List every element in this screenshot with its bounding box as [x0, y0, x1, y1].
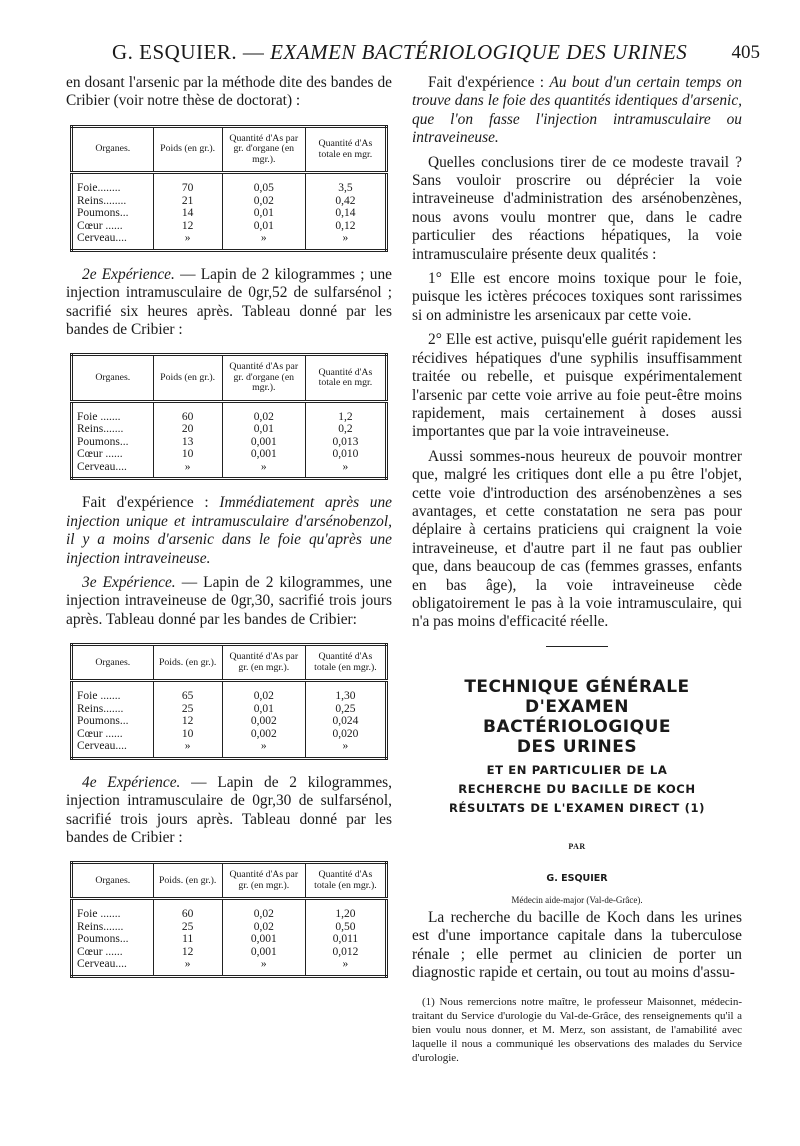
experiment-2-label: 2e Expérience. [82, 265, 175, 283]
col-header-qte-totale: Quantité d'As totale (en mgr.). [305, 863, 386, 899]
cell-as-per-gram: » [222, 958, 305, 976]
experiment-2-paragraph [66, 266, 392, 340]
col-header-qte-totale: Quantité d'As totale en mgr. [305, 355, 386, 402]
cell-as-total: » [342, 958, 349, 971]
cell-weight: 60 [153, 899, 222, 921]
header-author: G. ESQUIER. [112, 40, 238, 64]
cell-as-per-gram: 0,01 [222, 703, 305, 716]
cell-organ: Poumons... [72, 715, 154, 728]
section-subtitle-line: ET EN PARTICULIER DE LA [486, 762, 668, 777]
table-row [72, 703, 387, 716]
cell-organ: Reins........ [72, 195, 154, 208]
table-row [72, 946, 387, 959]
cell-as-total: 0,024 [332, 715, 359, 728]
cell-weight: 60 [153, 401, 222, 423]
experiment-3-paragraph [66, 574, 392, 629]
cell-weight: » [153, 232, 222, 250]
header-article-title: EXAMEN BACTÉRIOLOGIQUE DES URINES [270, 40, 688, 64]
cell-weight: 12 [153, 715, 222, 728]
closing-paragraph: Aussi sommes-nous heureux de pouvoir montrer que, malgré les critiques dont elle a pu être l'objet, cette voie d'introduction des arsénobenzènes a ses avantages, et cette constatation ne sera pas pour déplaire à certains praticiens qui craignent la voie intraveineuse, et d'autre part il ne faut pas oublier que, dans beaucoup de cas (femmes grasses, enfants en bas âge), la voie intraveineuse cède obligatoirement le pas à la voie intramusculaire, qui n'a pas moins d'efficacité réelle. [412, 447, 742, 631]
cell-as-total: » [342, 460, 349, 473]
fait-experience-left [66, 494, 392, 568]
cell-as-total: 0,012 [332, 945, 359, 958]
experiment-3-label: 3e Expérience. [82, 574, 176, 592]
cell-as-per-gram: 0,05 [222, 173, 305, 195]
cell-as-per-gram: 0,002 [222, 728, 305, 741]
cell-organ: Cœur ...... [72, 946, 154, 959]
byline-par: PAR [568, 841, 586, 851]
table-experiment-4 [70, 861, 388, 978]
col-header-qte-par-gr: Quantité d'As par gr. (en mgr.). [222, 645, 305, 681]
col-header-qte-par-gr: Quantité d'As par gr. d'organe (en mgr.). [222, 355, 305, 402]
right-column [412, 74, 742, 1065]
col-header-qte-totale: Quantité d'As totale en mgr. [305, 126, 386, 173]
table-row [72, 423, 387, 436]
col-header-qte-totale: Quantité d'As totale (en mgr.). [305, 645, 386, 681]
cell-as-per-gram: 0,01 [222, 220, 305, 233]
cell-organ: Cerveau.... [72, 740, 154, 758]
col-header-organes: Organes. [72, 645, 154, 681]
cell-as-per-gram: 0,001 [222, 946, 305, 959]
cell-weight: 12 [153, 220, 222, 233]
cell-weight: 20 [153, 423, 222, 436]
cell-as-per-gram: 0,02 [222, 899, 305, 921]
cell-as-per-gram: 0,001 [222, 448, 305, 461]
section-title-line: D'EXAMEN [525, 696, 629, 717]
fait-label: Fait d'expérience : [82, 494, 220, 512]
cell-as-per-gram: » [222, 740, 305, 758]
point-2-paragraph: 2° Elle est active, puisqu'elle guérit rapidement les récidives hépatiques d'une syphilis insuffisamment traitée ou rebelle, et puisque expérimentalement l'arsenic par cette voie arrive au foie peut-être moins rapidement, mais certainement à doses aussi importantes que par la voie intraveineuse. [412, 331, 742, 441]
section-subtitle [412, 761, 742, 818]
table-row [72, 933, 387, 946]
cell-as-total: 0,12 [335, 219, 356, 232]
table-row [72, 220, 387, 233]
table-row [72, 436, 387, 449]
article-intro-paragraph: La recherche du bacille de Koch dans les urines est d'une importance capitale dans la tuberculose rénale ; elle permet au clinicien de porter un diagnostic rapide et certain, ou tout au moins d'assu- [412, 909, 742, 982]
cell-as-per-gram: 0,02 [222, 195, 305, 208]
cell-organ: Cœur ...... [72, 728, 154, 741]
table-experiment-1 [70, 125, 388, 252]
cell-as-total: » [342, 232, 349, 245]
cell-as-per-gram: 0,02 [222, 921, 305, 934]
cell-as-total: 0,25 [335, 702, 356, 715]
cell-weight: » [153, 740, 222, 758]
table-row [72, 195, 387, 208]
section-title-line: BACTÉRIOLOGIQUE [483, 716, 671, 737]
section-title [412, 677, 742, 757]
cell-as-total: 1,2 [338, 410, 353, 423]
cell-weight: 25 [153, 703, 222, 716]
cell-organ: Foie........ [72, 173, 154, 195]
cell-weight: 10 [153, 448, 222, 461]
col-header-organes: Organes. [72, 355, 154, 402]
section-subtitle-line: RECHERCHE DU BACILLE DE KOCH [458, 781, 696, 796]
cell-weight: 12 [153, 946, 222, 959]
article-author: G. ESQUIER [546, 873, 608, 885]
experiment-4-text: — Lapin de 2 kilogrammes, injection intramusculaire de 0gr,30 de sulfarsénol, sacrifié trois jours après. Tableau donné par les bandes de Cribier : [66, 773, 392, 846]
cell-organ: Cœur ...... [72, 448, 154, 461]
cell-weight: » [153, 958, 222, 976]
left-column [66, 74, 392, 992]
cell-weight: 11 [153, 933, 222, 946]
table-row [72, 715, 387, 728]
point-1-paragraph: 1° Elle est encore moins toxique pour le foie, puisque les ictères précoces toxiques sont rarissimes si on administre les arsenicaux par cette voie. [412, 270, 742, 324]
table-row [72, 232, 387, 250]
col-header-poids: Poids. (en gr.). [153, 645, 222, 681]
cell-as-total: 0,42 [335, 194, 356, 207]
cell-organ: Cerveau.... [72, 232, 154, 250]
cell-as-total: 3,5 [338, 182, 353, 195]
table-row [72, 401, 387, 423]
cell-as-total: » [342, 740, 349, 753]
table-row [72, 207, 387, 220]
cell-as-per-gram: 0,01 [222, 423, 305, 436]
cell-weight: 10 [153, 728, 222, 741]
cell-as-total: 0,010 [332, 448, 359, 461]
col-header-poids: Poids (en gr.). [153, 126, 222, 173]
cell-as-total: 0,011 [332, 933, 359, 946]
col-header-organes: Organes. [72, 126, 154, 173]
cell-as-per-gram: » [222, 461, 305, 479]
experiment-4-label: 4e Expérience. [82, 773, 181, 791]
experiment-2-text: — Lapin de 2 kilogrammes ; une injection intramusculaire de 0gr,52 de sulfarsénol ; sacrifié six heures après. Tableau donné par les bandes de Cribier : [66, 265, 392, 339]
cell-as-per-gram: 0,002 [222, 715, 305, 728]
table-row [72, 461, 387, 479]
table-row [72, 728, 387, 741]
cell-organ: Poumons... [72, 436, 154, 449]
experiment-3-text: — Lapin de 2 kilogrammes, une injection intraveineuse de 0gr,30, sacrifié trois jours après. Tableau donné par les bandes de Cribier: [66, 574, 392, 628]
running-header [60, 40, 760, 68]
col-header-poids: Poids. (en gr.). [153, 863, 222, 899]
fait-label: Fait d'expérience : [428, 74, 550, 91]
cell-weight: 25 [153, 921, 222, 934]
table-row [72, 448, 387, 461]
fait-text: Au bout d'un certain temps on trouve dans le foie des quantités identiques d'arsenic, que l'on fasse l'injection intramusculaire ou intraveineuse. [412, 74, 743, 147]
table-row [72, 921, 387, 934]
experiment-4-paragraph [66, 774, 392, 848]
table-row [72, 681, 387, 703]
col-header-poids: Poids (en gr.). [153, 355, 222, 402]
header-title [112, 40, 687, 65]
section-title-line: TECHNIQUE GÉNÉRALE [464, 676, 690, 697]
left-opening-paragraph: en dosant l'arsenic par la méthode dite des bandes de Cribier (voir notre thèse de doctorat) : [66, 74, 392, 110]
cell-weight: 65 [153, 681, 222, 703]
section-divider [546, 646, 608, 647]
cell-weight: 13 [153, 436, 222, 449]
cell-organ: Reins....... [72, 423, 154, 436]
cell-as-total: 0,020 [332, 727, 359, 740]
table-row [72, 173, 387, 195]
section-subtitle-line: RÉSULTATS DE L'EXAMEN DIRECT (1) [448, 800, 706, 815]
cell-as-total: 0,50 [335, 920, 356, 933]
cell-organ: Cœur ...... [72, 220, 154, 233]
cell-weight: 70 [153, 173, 222, 195]
header-dash: — [237, 40, 271, 64]
cell-organ: Poumons... [72, 207, 154, 220]
cell-weight: 14 [153, 207, 222, 220]
cell-weight: 21 [153, 195, 222, 208]
table-experiment-3 [70, 643, 388, 760]
table-row [72, 740, 387, 758]
cell-organ: Cerveau.... [72, 461, 154, 479]
cell-organ: Foie ....... [72, 401, 154, 423]
cell-as-per-gram: » [222, 232, 305, 250]
fait-text: Immédiatement après une injection unique et intramusculaire d'arsénobenzol, il y a moins d'arsenic dans le foie qu'après une injection intraveineuse. [66, 494, 393, 567]
cell-organ: Foie ....... [72, 681, 154, 703]
table-experiment-2 [70, 353, 388, 480]
conclusions-paragraph: Quelles conclusions tirer de ce modeste travail ? Sans vouloir proscrire ou déprécier la voie intraveineuse d'administration des arsénobenzènes, nous avons voulu montrer que, dans le cadre particulier des réactions hépatiques, la voie intramusculaire présente deux qualités : [412, 153, 742, 263]
cell-as-per-gram: 0,001 [222, 436, 305, 449]
cell-as-per-gram: 0,02 [222, 401, 305, 423]
cell-organ: Foie ....... [72, 899, 154, 921]
table-row [72, 958, 387, 976]
cell-organ: Reins....... [72, 921, 154, 934]
fait-experience-right [412, 74, 742, 148]
cell-as-per-gram: 0,001 [222, 933, 305, 946]
cell-as-per-gram: 0,01 [222, 207, 305, 220]
col-header-organes: Organes. [72, 863, 154, 899]
cell-as-total: 0,013 [332, 435, 359, 448]
cell-as-total: 1,30 [335, 690, 356, 703]
cell-as-total: 0,14 [335, 207, 356, 220]
page-number: 405 [731, 42, 760, 63]
col-header-qte-par-gr: Quantité d'As par gr. (en mgr.). [222, 863, 305, 899]
cell-organ: Cerveau.... [72, 958, 154, 976]
cell-organ: Reins....... [72, 703, 154, 716]
col-header-qte-par-gr: Quantité d'As par gr. d'organe (en mgr.). [222, 126, 305, 173]
cell-as-per-gram: 0,02 [222, 681, 305, 703]
footnote: (1) Nous remercions notre maître, le professeur Maisonnet, médecin-traitant du Service d'urologie du Val-de-Grâce, des renseignements qu'il a bien voulu nous donner, et M. Merz, son assistant, de l'amabilité avec laquelle il nous a communiqué les observations des malades du Service d'urologie. [412, 995, 742, 1064]
cell-as-total: 1,20 [335, 908, 356, 921]
author-affiliation: Médecin aide-major (Val-de-Grâce). [511, 894, 643, 905]
section-title-line: DES URINES [516, 736, 638, 757]
cell-weight: » [153, 461, 222, 479]
table-row [72, 899, 387, 921]
cell-as-total: 0,2 [338, 423, 353, 436]
cell-organ: Poumons... [72, 933, 154, 946]
